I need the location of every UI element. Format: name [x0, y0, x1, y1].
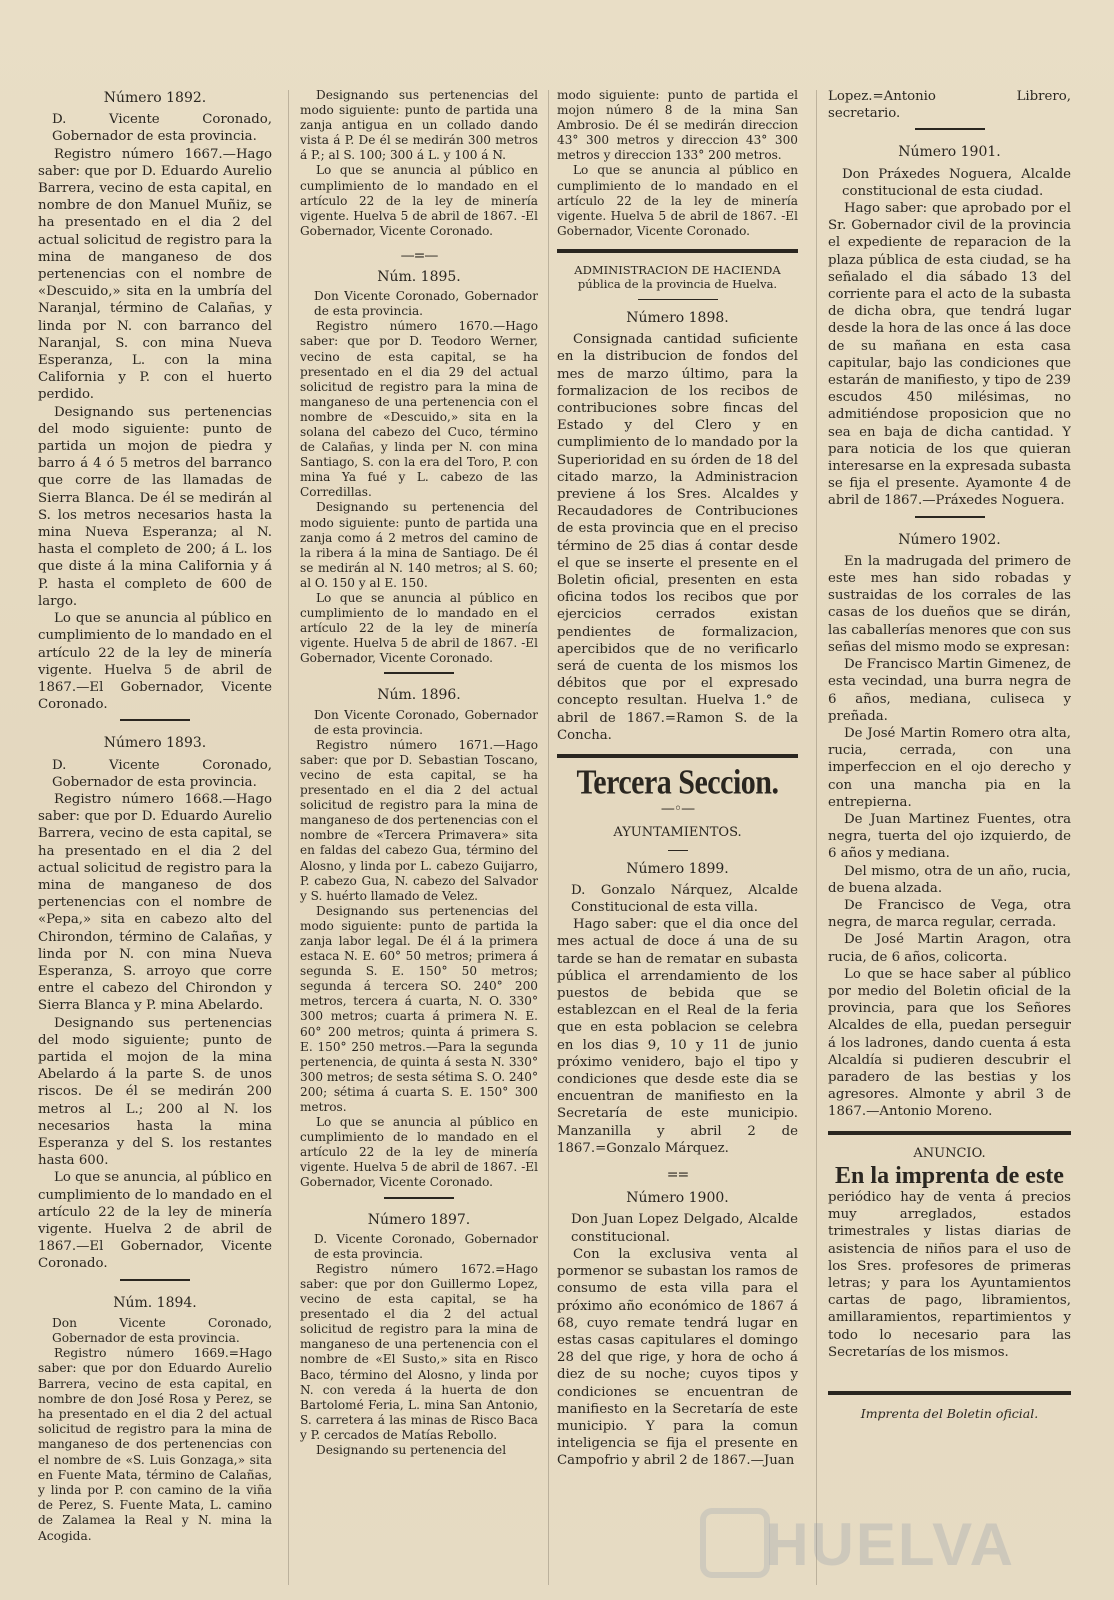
notice-1901-heading: Número 1901. — [898, 144, 1001, 161]
ayuntamientos-heading: AYUNTAMIENTOS. — [613, 825, 742, 841]
notice-1897-body: Registro número 1672.=Hago saber: que por don Guillermo Lopez, vecino de esta capital, se ha presentado el dia 2 del actual solicitud de registro para la mina de manganeso de una pertenencia con el nombre de «El Susto,» sita en Risco Baco, término del Alosno, y linda por N. con vereda á la huerta de don Bartolomé Feria, L. mina San Antonio, S. carretera á las minas de Risco Baca y P. cercados de Matías Rebollo. — [300, 1261, 538, 1442]
watermark-text: HUELVA — [765, 1511, 1015, 1578]
notice-1896-heading: Núm. 1896. — [377, 687, 461, 704]
ornament-divider: —=— — [400, 247, 438, 264]
separator-rule — [120, 1279, 190, 1281]
admin-heading-line2: pública de la provincia de Huelva. — [577, 276, 778, 291]
column-divider — [288, 90, 289, 1585]
notice-1897-closing: Lo que se anuncia al público en cumplimiento de lo mandado en el artículo 22 de la ley de minería vigente. Huelva 5 de abril de 1867. -El Gobernador, Vicente Coronado. — [557, 163, 798, 238]
notice-1902-heading: Número 1902. — [898, 531, 1001, 548]
notice-1896-closing: Lo que se anuncia al público en cumplimiento de lo mandado en el artículo 22 de la ley de minería vigente. Huelva 5 de abril de 1867. -El Gobernador, Vicente Coronado. — [300, 1115, 538, 1190]
notice-1893-closing: Lo que se anuncia, al público en cumplimiento de lo mandado en el artículo 22 de la ley de minería vigente. Huelva 2 de abril de 1867.—El Gobernador, Vicente Coronado. — [38, 1170, 272, 1272]
notice-1892-issuer: D. Vicente Coronado, Gobernador de esta provincia. — [52, 112, 272, 145]
notice-1893-heading: Número 1893. — [103, 735, 207, 752]
separator-rule — [915, 516, 985, 518]
notice-1892-heading: Número 1892. — [103, 90, 207, 106]
notice-1895-heading: Núm. 1895. — [377, 269, 461, 286]
notice-1902-item: De Juan Martinez Fuentes, otra negra, tuerta del ojo izquierdo, de 6 años y mediana. — [828, 811, 1071, 862]
ornament-divider: —◦— — [660, 801, 695, 818]
notice-1896-body: Designando sus pertenencias del modo siguiente: punto de partida la zanja labor legal. De él á la primera estaca N. E. 60° 50 metros; primera á segunda S. E. 150° 50 metros; segunda á tercera SO. 240° 200 metros, tercera á cuarta, N. O. 330° 300 metros; cuarta á primera N. E. 60° 200 metros; quinta á primera S. E. 150° 250 metros.—Para la segunda pertenencia, de quinta á sesta N. 330° 300 metros; de sesta sétima S. O. 240° 200; sétima á cuarta S. E. 150° 300 metros. — [300, 903, 538, 1114]
notice-1894-closing: Lo que se anuncia al público en cumplimiento de lo mandado en el artículo 22 de la ley de minería vigente. Huelva 5 de abril de 1867. -El Gobernador, Vicente Coronado. — [300, 163, 538, 238]
notice-1898-heading: Número 1898. — [626, 309, 729, 326]
notice-1900-heading: Número 1900. — [626, 1190, 729, 1207]
column-1 — [38, 88, 272, 1578]
notice-1898-body: Consignada cantidad suficiente en la distribucion de fondos del mes de marzo último, para la formalizacion de los recibos de contribuciones sobre fincas del Estado y del Clero y en cumplimiento de lo mandado por la Superioridad en su órden de 18 del citado marzo, la Administracion previene á los Sres. Alcaldes y Recaudadores de Contribuciones de esta provincia que en el preciso término de 25 dias á contar desde el que se inserte el presente en el Boletin oficial, presenten en esta oficina todos los recibos que por ejercicios cerrados existan pendientes de formalizacion, apercibidos que de no verificarlo será de cuenta de los mismos los débitos que por el expresado concepto resultan. Huelva 1.° de abril de 1867.=Ramon S. de la Concha. — [557, 332, 798, 743]
notice-1893-body: Registro número 1668.—Hago saber: que por D. Eduardo Aurelio Barrera, vecino de esta capital, se ha presentado en el dia 2 del actual solicitud de registro para la mina de manganeso de dos pertenencias con el nombre de «Pepa,» sita en cabezo alto del Chirondon, término de Calañas, y linda por N. con mina Nueva Esperanza, S. arroyo que corre entre el cabezo del Chirondon y Sierra Blanca y P. mina Abelardo. — [38, 791, 272, 1014]
notice-1900-closing: Lopez.=Antonio Librero, secretario. — [828, 89, 1071, 122]
notice-1892-body: Registro número 1667.—Hago saber: que por D. Eduardo Aurelio Barrera, vecino de esta capital, en nombre de don Manuel Muñiz, se ha presentado en el dia 2 del actual solicitud de registro para la mina de manganeso de dos pertenencias con el nombre de «Descuido,» sita en la umbría del Naranjal, término de Calañas, y linda por N. con barranco del Naranjal, S. con mina Nueva Esperanza, L. con la mina California y P. con el huerto perdido. — [38, 146, 272, 403]
notice-1895-closing: Lo que se anuncia al público en cumplimiento de lo mandado en el artículo 22 de la ley de minería vigente. Huelva 5 de abril de 1867. -El Gobernador, Vicente Coronado. — [300, 591, 538, 666]
notice-1892-closing: Lo que se anuncia al público en cumplimiento de lo mandado en el artículo 22 de la ley de minería vigente. Huelva 5 de abril de 1867.—El Gobernador, Vicente Coronado. — [38, 611, 272, 713]
notice-1900-body: Con la exclusiva venta al pormenor se subastan los ramos de consumo de esta villa para el próximo año económico de 1867 á 68, cuyo remate tendrá lugar en estas casas capitulares el domingo 28 del que rige, y hora de ocho á diez de su noche; cuyos tipos y condiciones se encuentran de manifiesto en la Secretaría de este municipio. Y para la comun inteligencia se fija el presente en Campofrio y abril 2 de 1867.—Juan — [557, 1246, 798, 1469]
notice-1897-body: Designando su pertenencia del — [316, 1442, 507, 1457]
notice-1895-issuer: Don Vicente Coronado, Gobernador de esta provincia. — [314, 289, 538, 319]
notice-1893-body: Designando sus pertenencias del modo siguiente; punto de partida el mojon de la mina Abelardo á la parte S. de unos riscos. De él se medirán 200 metros al L.; 200 al N. los necesarios hasta la mina Esperanza y del S. los restantes hasta 600. — [38, 1015, 272, 1169]
notice-1894-body: Registro número 1669.=Hago saber: que por don Eduardo Aurelio Barrera, vecino de esta capital, en nombre de don José Rosa y Perez, se ha presentado en el dia 2 del actual solicitud de registro para la mina de manganeso de dos pertenencias con el nombre de «S. Luis Gonzaga,» sita en Fuente Mata, término de Calañas, y linda por P. con camino de la viña de Perez, S. Fuente Mata, L. camino de Zalamea la Real y N. mina la Acogida. — [38, 1346, 272, 1543]
notice-1894-issuer: Don Vicente Coronado, Gobernador de esta provincia. — [52, 1315, 272, 1346]
section-title: Tercera Seccion. — [576, 763, 779, 802]
admin-heading — [557, 263, 798, 291]
notice-1894-body: Designando sus pertenencias del modo siguiente: punto de partida una zanja antigua en un collado dando vista á P. De él se medirán 300 metros á P.; al S. 100; 300 á L. y 100 á N. — [300, 88, 538, 163]
notice-1899-body: Hago saber: que el dia once del mes actual de doce á una de su tarde se han de rematar en subasta pública el arrendamiento de los puestos de bebida que se establezcan en el Real de la feria que en esta poblacion se celebra en los dias 9, 10 y 11 de junio próximo venidero, bajo el tipo y condiciones que desde este dia se encuentran de manifiesto en la Secretaría de este municipio. Manzanilla y abril 2 de 1867.=Gonzalo Márquez. — [557, 917, 798, 1156]
notice-1899-heading: Número 1899. — [626, 860, 729, 877]
notice-1901-body: Hago saber: que aprobado por el Sr. Gobernador civil de la provincia el expediente de reparacion de la plaza pública de esta ciudad, se ha señalado el dia sábado 13 del corriente para el acto de la subasta de dicha obra, que tendrá lugar desde la hora de las once á las doce de su mañana en esta casa capitular, bajo las condiciones que estarán de manifiesto, y tipo de 239 escudos 450 milésimas, no admitiéndose proposicion que no sea en baja de dicha cantidad. Y para noticia de los que quieran interesarse en la expresada subasta se fija el presente. Ayamonte 4 de abril de 1867.—Práxedes Noguera. — [828, 201, 1071, 509]
notice-1895-body: Designando su pertenencia del modo siguiente: punto de partida una zanja como á 2 metros del camino de la ribera á la mina de Santiago. De él se medirán al N. 140 metros; al S. 60; al O. 150 y al E. 150. — [300, 500, 538, 590]
notice-1902-body: En la madrugada del primero de este mes han sido robadas y sustraidas de los corrales de las casas de los dueños que se dirán, las caballerías menores que con sus señas del mismo modo se expresan: — [828, 553, 1071, 655]
notice-1902-item: De José Martin Aragon, otra rucia, de 6 años, colicorta. — [828, 932, 1071, 965]
section-rule — [557, 249, 798, 253]
notice-1896-body: Registro número 1671.—Hago saber: que por D. Sebastian Toscano, vecino de esta capital, se ha presentado en el dia 2 del actual solicitud de registro para la mina de manganeso de dos pertenencias con el nombre de «Tercera Primavera» sita en faldas del cabezo Gua, término del Alosno, y linda por L. cabezo Guijarro, P. cabezo Gua, N. cabezo del Salvador y S. huérto llamado de Velez. — [300, 737, 538, 903]
notice-1892-body: Designando sus pertenencias del modo siguiente: punto de partida un mojon de piedra y barro á 4 ó 5 metros del barranco que corre de las llamadas de Sierra Blanca. De él se medirán al S. los metros necesarios hasta la mina Nueva Esperanza; al N. hasta el completo de 200; á L. los que diste á la mina California y á P. hasta el completo de 600 de largo. — [38, 404, 272, 609]
separator-rule — [668, 850, 688, 851]
ornament-divider: == — [666, 1167, 689, 1184]
notice-1893-issuer: D. Vicente Coronado, Gobernador de esta provincia. — [52, 757, 272, 790]
anuncio-heading: ANUNCIO. — [913, 1145, 986, 1161]
notice-1901-issuer: Don Práxedes Noguera, Alcalde constitucional de esta ciudad. — [842, 166, 1071, 199]
column-4 — [828, 88, 1071, 1578]
separator-rule — [915, 128, 985, 130]
notice-1902-item: Del mismo, otra de un año, rucia, de buena alzada. — [828, 863, 1071, 896]
separator-rule — [384, 672, 454, 674]
notice-1900-issuer: Don Juan Lopez Delgado, Alcalde constitucional. — [571, 1212, 798, 1245]
notice-1902-item: De José Martin Romero otra alta, rucia, cerrada, con una imperfeccion en el ojo derecho y con una mancha pia en la entrepierna. — [828, 725, 1071, 810]
section-rule — [828, 1131, 1071, 1135]
column-divider — [816, 90, 817, 1585]
separator-rule — [120, 719, 190, 721]
anuncio-title: En la imprenta de este — [835, 1162, 1064, 1189]
printer-footer: Imprenta del Boletin oficial. — [860, 1406, 1039, 1422]
section-rule — [557, 754, 798, 758]
section-rule — [828, 1391, 1071, 1395]
notice-1897-issuer: D. Vicente Coronado, Gobernador de esta provincia. — [314, 1231, 538, 1261]
anuncio-body: periódico hay de venta á precios muy arreglados, estados trimestrales y listas diarias de asistencia de niños para el uso de los Sres. profesores de primeras letras; y para los Ayuntamientos cartas de pago, libramientos, amillaramientos, repartimientos y todo lo necesario para las Secretarías de los mismos. — [828, 1189, 1071, 1360]
notice-1899-issuer: D. Gonzalo Nárquez, Alcalde Constitucional de esta villa. — [571, 882, 798, 916]
notice-1902-item: De Francisco Martin Gimenez, de esta vecindad, una burra negra de 6 años, mediana, culiseca y preñada. — [828, 657, 1071, 724]
notice-1897-heading: Número 1897. — [367, 1211, 471, 1228]
notice-1895-body: Registro número 1670.—Hago saber: que por D. Teodoro Werner, vecino de esta capital, se ha presentado en el dia 29 del actual solicitud de registro para la mina de manganeso de una pertenencia con el nombre de «Descuido,» sita en la solana del cabezo del Cuco, término de Calañas, y linda per N. con mina Santiago, S. con la era del Toro, P. con mina Ya fué y L. cabezo de las Corredillas. — [300, 319, 538, 500]
notice-1894-heading: Núm. 1894. — [113, 1294, 197, 1311]
column-divider — [548, 90, 549, 1585]
notice-1902-item: De Francisco de Vega, otra negra, de marca regular, cerrada. — [828, 897, 1071, 931]
notice-1896-issuer: Don Vicente Coronado, Gobernador de esta provincia. — [314, 707, 538, 737]
column-3 — [557, 88, 798, 1578]
separator-rule — [384, 1197, 454, 1199]
separator-rule — [638, 299, 718, 300]
notice-1902-closing: Lo que se hace saber al público por medio del Boletin oficial de la provincia, para que los Señores Alcaldes de ella, puedan perseguir á los ladrones, dando cuenta á esta Alcaldía si pudieren descubrir el paradero de las bestias y los agresores. Almonte y abril 3 de 1867.—Antonio Moreno. — [828, 966, 1071, 1120]
admin-heading-line1: ADMINISTRACION DE HACIENDA — [574, 262, 781, 277]
notice-1897-body: modo siguiente: punto de partida el mojon número 8 de la mina San Ambrosio. De él se medirán direccion 43° 300 metros y direccion 43° 300 metros y direccion 133° 200 metros. — [557, 88, 798, 163]
column-2 — [300, 88, 538, 1578]
